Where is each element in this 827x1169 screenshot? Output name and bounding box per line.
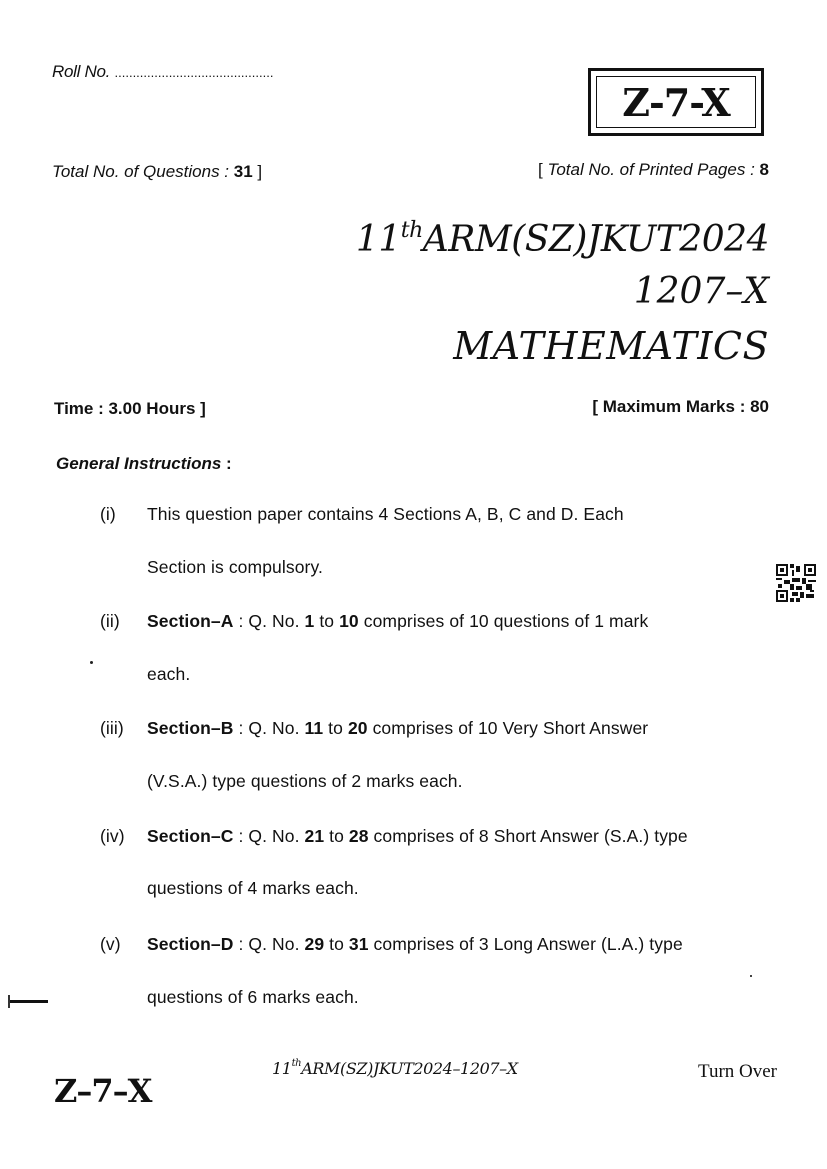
total-questions-label: Total No. of Questions : [52, 162, 230, 181]
instruction-text-continued: (V.S.A.) type questions of 2 marks each. [147, 771, 463, 791]
instruction-number: (iv) [100, 826, 125, 846]
total-questions-value: 31 [233, 162, 253, 181]
q-no-label: : Q. No. [233, 718, 305, 738]
instruction-number: (iii) [100, 718, 124, 738]
section-label: Section–C [147, 826, 234, 846]
stray-mark [750, 975, 752, 977]
to-word: to [314, 611, 340, 631]
roll-number-dots: ............................................ [114, 65, 274, 80]
margin-arrow-icon [10, 1000, 48, 1003]
instruction-text-continued: questions of 4 marks each. [147, 878, 359, 898]
footer-grade-number: 11 [272, 1059, 292, 1078]
to-word: to [324, 934, 349, 954]
instruction-number: (ii) [100, 611, 120, 631]
section-label: Section–A [147, 611, 234, 631]
qr-code-icon [776, 564, 816, 602]
time-allowed: Time : 3.00 Hours ] [54, 399, 206, 418]
instruction-text [147, 611, 648, 632]
instruction-rest: comprises of 8 Short Answer (S.A.) type [368, 826, 688, 846]
exam-title [356, 205, 769, 266]
q-no-label: : Q. No. [233, 611, 305, 631]
instructions-heading [56, 454, 232, 474]
title-block [356, 205, 769, 374]
footer-grade-suffix: th [291, 1058, 302, 1069]
footer-exam-code [272, 1058, 518, 1078]
q-from: 11 [304, 718, 324, 738]
roll-number-label: Roll No. [52, 62, 111, 81]
instruction-text-continued: each. [147, 664, 191, 684]
section-label: Section–D [147, 934, 234, 954]
q-no-label: : Q. No. [233, 826, 305, 846]
total-pages-bracket: [ [538, 160, 543, 179]
instructions-heading-text: General Instructions [56, 454, 222, 473]
grade-suffix: th [400, 218, 423, 243]
q-to: 20 [347, 718, 368, 738]
subject-name: MATHEMATICS [453, 324, 769, 368]
instruction-number: (v) [100, 934, 121, 954]
instructions-heading-colon: : [221, 454, 232, 473]
instruction-rest: comprises of 3 Long Answer (L.A.) type [368, 934, 683, 954]
q-no-label: : Q. No. [233, 934, 305, 954]
total-pages-label: Total No. of Printed Pages : [547, 160, 755, 179]
footer-paper-code: Z–7–X [54, 1072, 152, 1110]
roll-number-field [52, 62, 273, 82]
instruction-rest: comprises of 10 questions of 1 mark [358, 611, 649, 631]
total-pages [538, 160, 769, 180]
grade-number: 11 [355, 219, 401, 260]
q-from: 21 [304, 826, 325, 846]
instruction-text-continued: questions of 6 marks each. [147, 987, 359, 1007]
section-label: Section–B [147, 718, 234, 738]
total-pages-value: 8 [759, 160, 769, 179]
maximum-marks: [ Maximum Marks : 80 [592, 397, 769, 416]
q-to: 28 [348, 826, 369, 846]
total-questions-bracket: ] [257, 162, 263, 181]
instruction-text [147, 826, 688, 847]
footer-code-text: ARM(SZ)JKUT2024–1207–X [301, 1059, 518, 1078]
stray-mark [90, 661, 93, 664]
instruction-text-continued: Section is compulsory. [147, 557, 323, 577]
instruction-number: (i) [100, 504, 116, 524]
instruction-text: This question paper contains 4 Sections A, B, C and D. Each [147, 504, 624, 524]
instruction-text [147, 934, 683, 955]
instruction-rest: comprises of 10 Very Short Answer [367, 718, 649, 738]
q-to: 10 [339, 611, 359, 631]
paper-code: Z-7-X [622, 79, 730, 125]
subject-code: 1207–X [633, 271, 769, 312]
total-questions [52, 162, 262, 182]
exam-code: ARM(SZ)JKUT2024 [422, 219, 769, 260]
to-word: to [324, 826, 349, 846]
to-word: to [323, 718, 348, 738]
turn-over-label: Turn Over [698, 1061, 777, 1082]
instruction-text [147, 718, 648, 739]
q-from: 29 [304, 934, 325, 954]
q-to: 31 [348, 934, 369, 954]
paper-code-box [588, 68, 764, 136]
q-from: 1 [304, 611, 315, 631]
